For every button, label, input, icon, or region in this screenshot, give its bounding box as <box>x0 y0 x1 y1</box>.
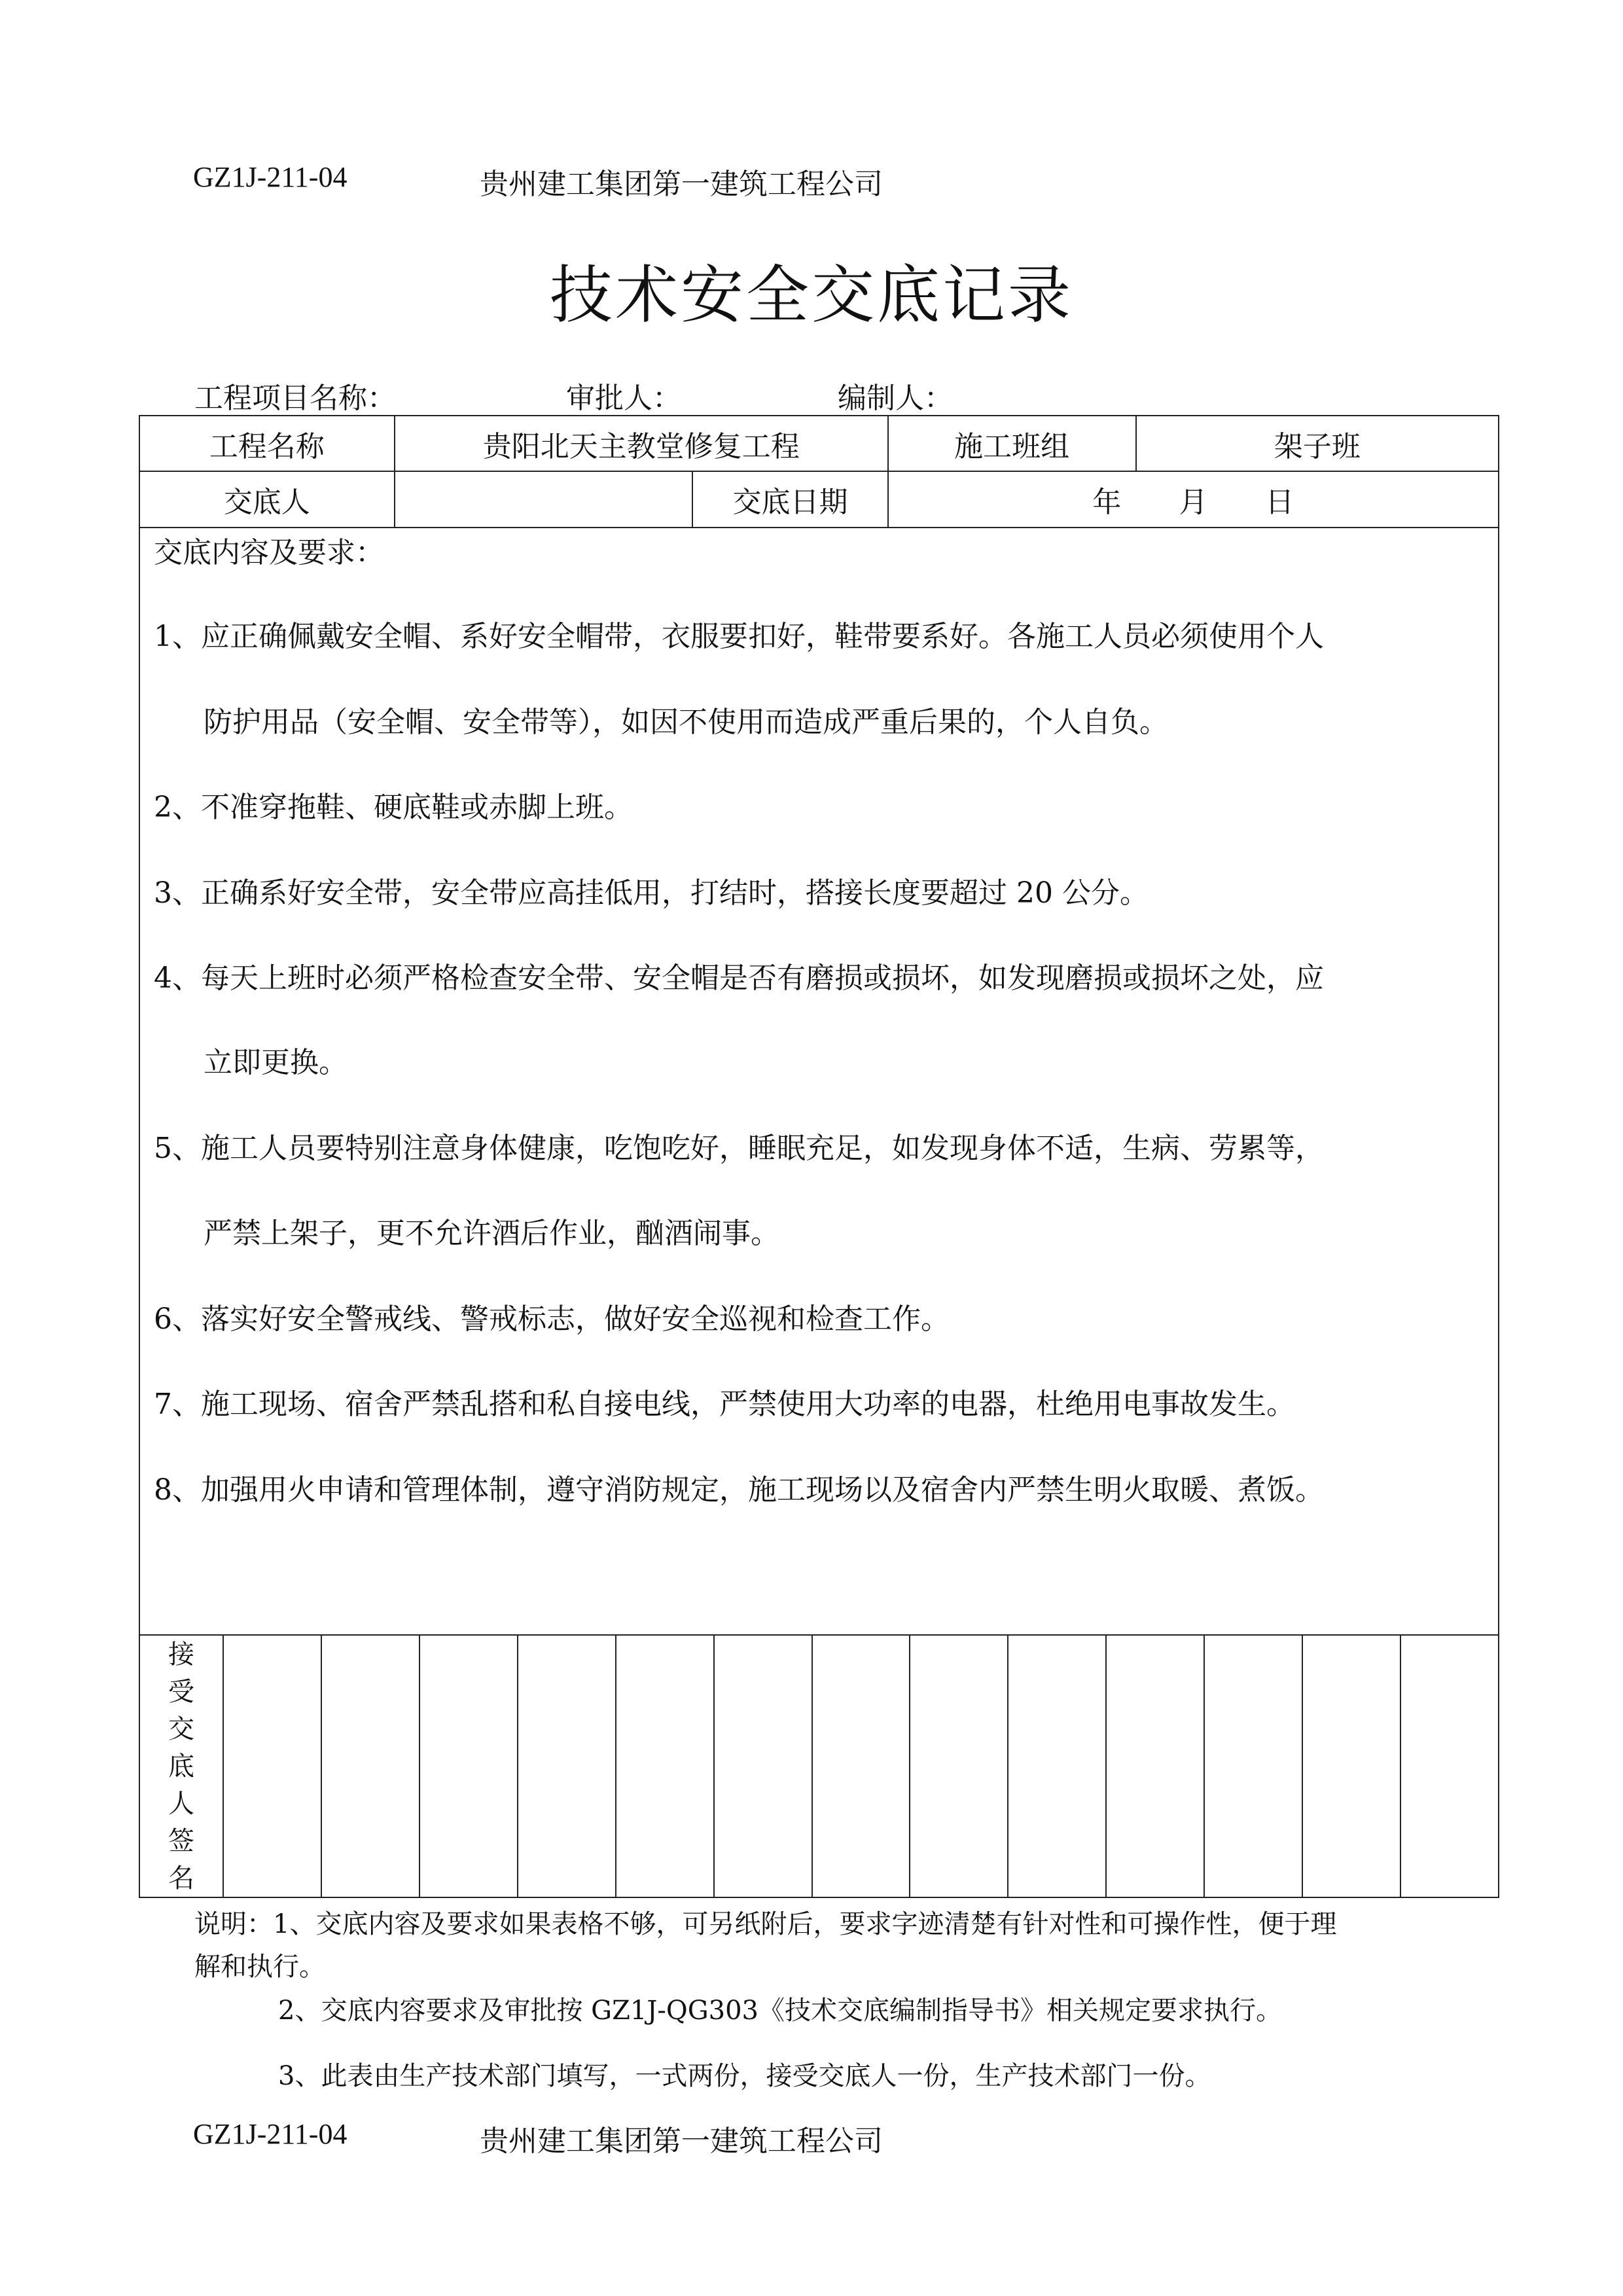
signature-label-char: 受 <box>168 1676 194 1707</box>
signature-label-char: 签 <box>168 1825 194 1856</box>
note-line: 2、交底内容要求及审批按 GZ1J-QG303《技术交底编制指导书》相关规定要求执行。 <box>278 1996 1283 2026</box>
signature-cell[interactable] <box>420 1636 518 1897</box>
info-table <box>139 415 1499 528</box>
note-line: 说明：1、交底内容及要求如果表格不够，可另纸附后，要求字迹清楚有针对性和可操作性，便于理 <box>194 1909 1337 1939</box>
signature-label-char: 底 <box>168 1751 194 1782</box>
signature-cell[interactable] <box>518 1636 616 1897</box>
content-line: 1、应正确佩戴安全帽、系好安全帽带，衣服要扣好，鞋带要系好。各施工人员必须使用个人 <box>154 620 1324 653</box>
content-line: 2、不准穿拖鞋、硬底鞋或赤脚上班。 <box>154 791 633 824</box>
signature-cell[interactable] <box>1303 1636 1401 1897</box>
project-label: 工程项目名称： <box>194 382 396 415</box>
date-value[interactable]: 年 月 日 <box>888 471 1499 528</box>
note-line: 解和执行。 <box>194 1952 325 1982</box>
signature-cell[interactable] <box>322 1636 420 1897</box>
signature-cell[interactable] <box>910 1636 1008 1897</box>
date-label: 交底日期 <box>692 471 888 528</box>
team-value[interactable]: 架子班 <box>1136 416 1499 471</box>
signature-cell[interactable] <box>1401 1636 1498 1897</box>
editor-label: 编制人： <box>838 382 953 415</box>
page-title: 技术安全交底记录 <box>550 259 1073 332</box>
content-line: 立即更换。 <box>204 1046 348 1079</box>
form-code-top: GZ1J-211-04 <box>193 161 348 193</box>
signature-cell[interactable] <box>1205 1636 1303 1897</box>
content-heading: 交底内容及要求： <box>154 536 384 569</box>
signature-label-char: 接 <box>168 1639 194 1670</box>
signature-cell[interactable] <box>224 1636 322 1897</box>
content-line: 7、施工现场、宿舍严禁乱搭和私自接电线，严禁使用大功率的电器，杜绝用电事故发生。 <box>154 1388 1295 1421</box>
presenter-value[interactable] <box>395 471 693 528</box>
company-name-top: 贵州建工集团第一建筑工程公司 <box>480 168 883 201</box>
signature-cell[interactable] <box>616 1636 715 1897</box>
signature-label-char: 交 <box>168 1713 194 1744</box>
approver-label: 审批人： <box>566 382 681 415</box>
form-code-bottom: GZ1J-211-04 <box>193 2118 348 2150</box>
signature-cell[interactable] <box>1008 1636 1107 1897</box>
signature-cell[interactable] <box>1107 1636 1205 1897</box>
project-name-label: 工程名称 <box>139 416 395 471</box>
content-line: 6、落实好安全警戒线、警戒标志，做好安全巡视和检查工作。 <box>154 1302 950 1336</box>
content-line: 8、加强用火申请和管理体制，遵守消防规定，施工现场以及宿舍内严禁生明火取暖、煮饭。 <box>154 1473 1324 1507</box>
content-line: 5、施工人员要特别注意身体健康，吃饱吃好，睡眠充足，如发现身体不适，生病、劳累等， <box>154 1132 1324 1165</box>
content-area <box>139 527 1499 1636</box>
content-line: 严禁上架子，更不允许酒后作业，酗酒闹事。 <box>204 1217 779 1250</box>
company-name-bottom: 贵州建工集团第一建筑工程公司 <box>480 2125 883 2158</box>
signature-row <box>139 1634 1499 1898</box>
presenter-label: 交底人 <box>139 471 395 528</box>
note-line: 3、此表由生产技术部门填写，一式两份，接受交底人一份，生产技术部门一份。 <box>278 2061 1211 2091</box>
signature-label-char: 名 <box>168 1863 194 1893</box>
signature-label <box>140 1636 224 1897</box>
content-line: 3、正确系好安全带，安全带应高挂低用，打结时，搭接长度要超过 20 公分。 <box>154 876 1149 910</box>
team-label: 施工班组 <box>888 416 1136 471</box>
signature-cell[interactable] <box>715 1636 813 1897</box>
content-line: 4、每天上班时必须严格检查安全带、安全帽是否有磨损或损坏，如发现磨损或损坏之处，应 <box>154 961 1324 995</box>
project-name-value[interactable]: 贵阳北天主教堂修复工程 <box>395 416 888 471</box>
content-line: 防护用品（安全帽、安全带等），如因不使用而造成严重后果的，个人自负。 <box>204 706 1168 739</box>
signature-label-char: 人 <box>168 1788 194 1819</box>
signature-cell[interactable] <box>813 1636 911 1897</box>
